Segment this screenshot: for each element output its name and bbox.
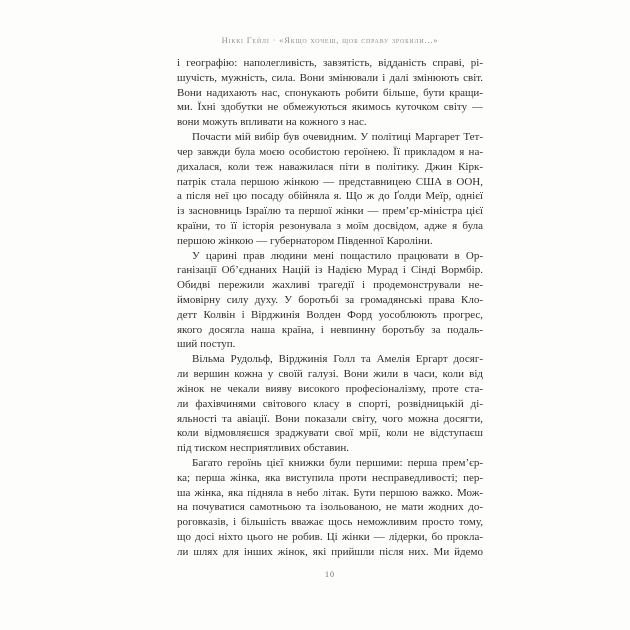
- text-line: ми. Їхні здобутки не обмежуються якимось куточком світу —: [177, 101, 483, 114]
- text-line: ка; перша жінка, яка виступила проти несправедливості; пер-: [177, 471, 483, 484]
- text-line: і географію: наполегливість, завзятість, відданість справі, рі-: [177, 57, 483, 69]
- text-line: ли фахівчинями світового класу в спорті, розвідницькій ді-: [177, 397, 483, 410]
- text-line: роговказів, і більшість вважає щось неможливим просто тому,: [177, 516, 483, 529]
- text-line: У царині прав людини мені пощастило працювати в Ор-: [192, 249, 483, 262]
- text-line: ли вершин кожна у своїй галузі. Вони жили в часи, коли від: [177, 368, 483, 381]
- text-line: ймовірну силу духу. У боротьбі за громадянські права Кло-: [177, 294, 483, 306]
- text-line: вони можуть впливати на кожного з нас.: [177, 116, 367, 129]
- text-line: яльності та авіації. Вони показали світу, чого можна досягти,: [177, 412, 483, 425]
- text-line: Почасти мій вибір був очевидним. У політиці Маргарет Тет-: [192, 131, 483, 144]
- text-line: Вони надихають нас, спонукають робити більше, бути кращи-: [177, 86, 483, 99]
- text-line: Багато героїнь цієї книжки були першими: перша прем’єр-: [192, 456, 483, 469]
- running-header: Ніккі Гейлі · «Якщо хочеш, щоб справу зробили...»: [221, 35, 439, 45]
- text-line: детт Колвін і Вірджинія Волден Форд уособлюють прогрес,: [177, 308, 483, 321]
- text-line: коли відмовляєшся зраджувати свої мрії, коли не відступаєш: [177, 427, 483, 440]
- page-number: 10: [325, 570, 335, 579]
- paragraph: [177, 249, 483, 353]
- paragraph: [177, 130, 483, 249]
- text-line: шучість, мужність, сила. Вони змінювали і далі змінюють світ.: [177, 71, 483, 84]
- text-line: чер завжди була моєю особистою героїнею. Її прикладом я на-: [177, 145, 483, 158]
- paragraph: [177, 56, 483, 130]
- text-line: країни, то її історія резонувала з моїм досвідом, адже я була: [177, 219, 483, 232]
- text-line: дихалася, коли теж наважилася піти в політику. Джин Кірк-: [177, 160, 483, 173]
- text-line: Вільма Рудольф, Вірджинія Голл та Амелія Ергарт досяг-: [192, 353, 483, 366]
- text-line: ша жінка, яка підняла в небо літак. Бути першою важко. Мож-: [177, 486, 483, 499]
- paragraph: [177, 352, 483, 456]
- paragraph: [177, 456, 483, 560]
- book-page: [177, 0, 483, 630]
- text-line: ганізації Об’єднаних Націй із Надією Мурад і Сінді Вормбір.: [177, 264, 483, 277]
- text-line: а після неї цю посаду обійняла я. Що ж до Ґолди Меїр, однієї: [177, 190, 483, 203]
- text-line: патрік стала першою жінкою — представницею США в ООН,: [177, 175, 483, 188]
- text-line: на почуватися самотньою та ізольованою, не мати жодних до-: [177, 501, 483, 514]
- text-line: під тиском несприятливих обставин.: [177, 442, 349, 455]
- text-line: жінок не чекали вияву високого професіоналізму, проте ста-: [177, 382, 483, 395]
- text-line: Обидві пережили жахливі трагедії і продемонстрували не-: [177, 279, 483, 292]
- text-line: якого досягла наша країна, і невпинну боротьбу за подаль-: [177, 323, 483, 336]
- page-text: [177, 56, 483, 560]
- text-line: ли шлях для інших жінок, які прийшли після них. Ми йдемо: [177, 545, 483, 558]
- text-line: із засновниць Ізраїлю та першої жінки — прем’єр-міністра цієї: [177, 205, 483, 218]
- text-line: що досі ніхто цього не робив. Ці жінки — лідерки, бо прокла-: [177, 531, 483, 543]
- text-line: першою жінкою — губернатором Південної Кароліни.: [177, 234, 433, 247]
- text-line: ший поступ.: [177, 338, 236, 351]
